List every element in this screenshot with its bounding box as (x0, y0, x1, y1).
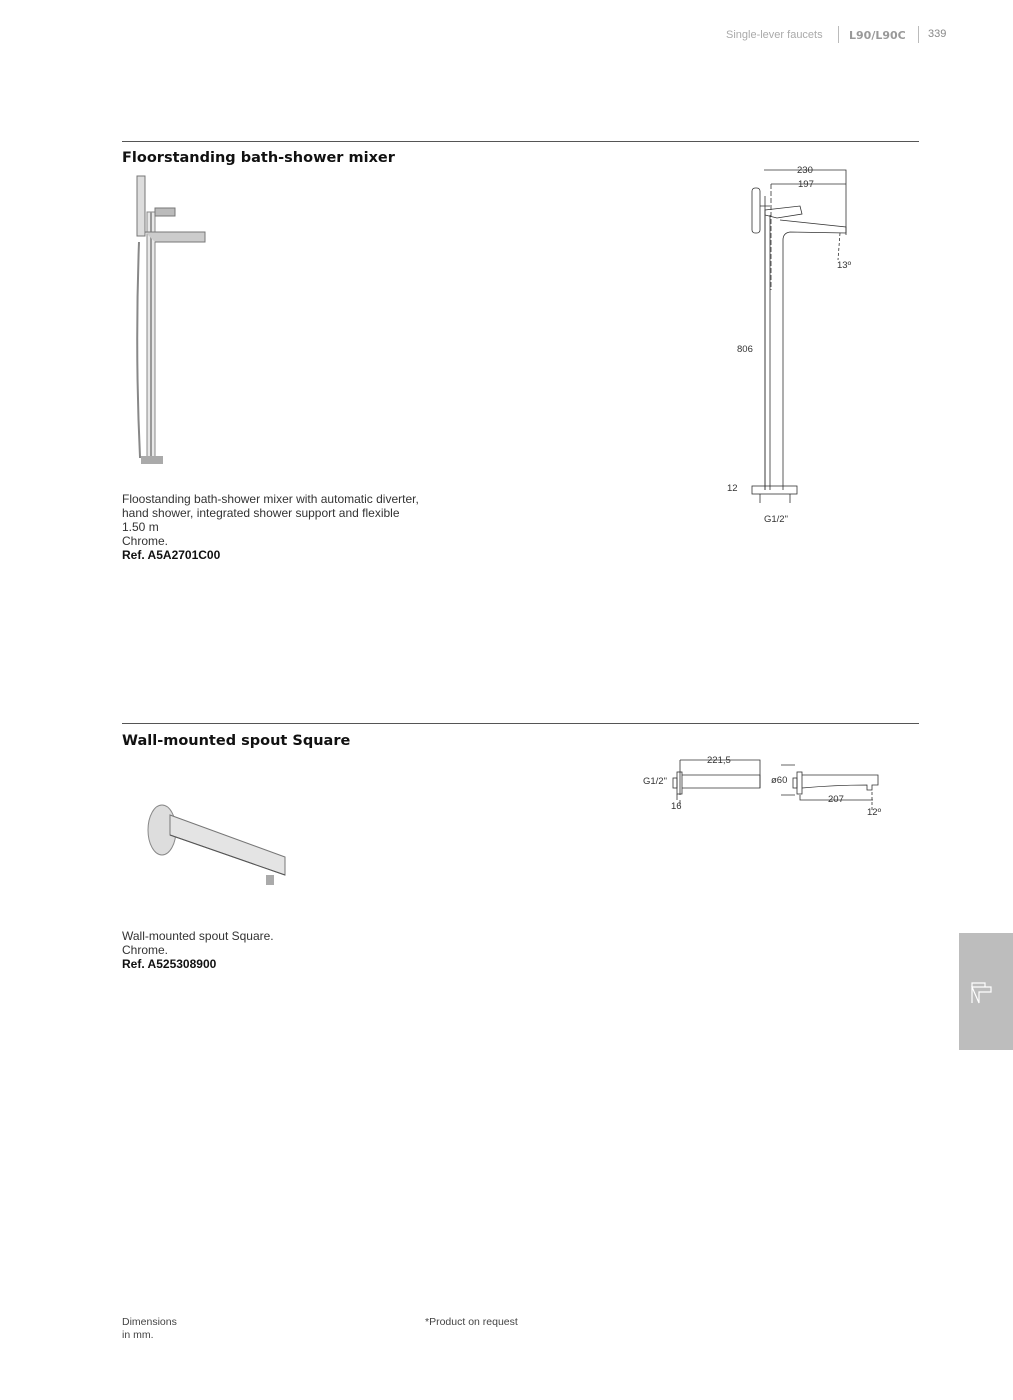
dim-221-5: 221,5 (707, 755, 731, 766)
desc-line: hand shower, integrated shower support and flexible (122, 506, 400, 520)
dim-230: 230 (797, 165, 813, 176)
dim-thread: G1/2" (764, 514, 788, 525)
spout-dimension-drawing (635, 750, 890, 820)
page-number: 339 (928, 28, 947, 40)
dim-12: 12 (727, 483, 738, 494)
dim-16: 16 (671, 801, 682, 812)
header-series: L90/L90C (849, 29, 906, 42)
header-divider (838, 26, 839, 43)
product-ref: Ref. A525308900 (122, 957, 217, 971)
dim-207: 207 (828, 794, 844, 805)
product-description (122, 929, 274, 971)
dim-angle: 13º (837, 260, 852, 271)
desc-line: Chrome. (122, 943, 169, 957)
request-note: *Product on request (425, 1316, 518, 1328)
section-rule (122, 723, 919, 724)
desc-line: 1.50 m (122, 520, 159, 534)
mixer-dimension-drawing (720, 160, 870, 530)
dim-806: 806 (737, 344, 753, 355)
dim-197: 197 (798, 179, 814, 190)
dim-angle: 12º (867, 807, 882, 818)
faucet-icon (971, 981, 993, 1005)
desc-line: Wall-mounted spout Square. (122, 929, 274, 943)
dimensions-note (122, 1316, 177, 1342)
section-rule (122, 141, 919, 142)
desc-line: Chrome. (122, 534, 169, 548)
product-title: Wall-mounted spout Square (122, 733, 351, 749)
section-tab (959, 933, 1013, 1050)
floorstanding-mixer-photo (125, 172, 225, 472)
header-section: Single-lever faucets (726, 29, 823, 41)
dim-thread: G1/2" (643, 776, 667, 787)
product-title: Floorstanding bath-shower mixer (122, 150, 395, 166)
note-line: in mm. (122, 1329, 154, 1341)
desc-line: Floostanding bath-shower mixer with automatic diverter, (122, 492, 419, 506)
note-line: Dimensions (122, 1316, 177, 1328)
product-description (122, 492, 419, 562)
dim-rosette: ø60 (771, 775, 788, 786)
product-ref: Ref. A5A2701C00 (122, 548, 221, 562)
wall-spout-photo (140, 795, 300, 895)
header-divider (918, 26, 919, 43)
